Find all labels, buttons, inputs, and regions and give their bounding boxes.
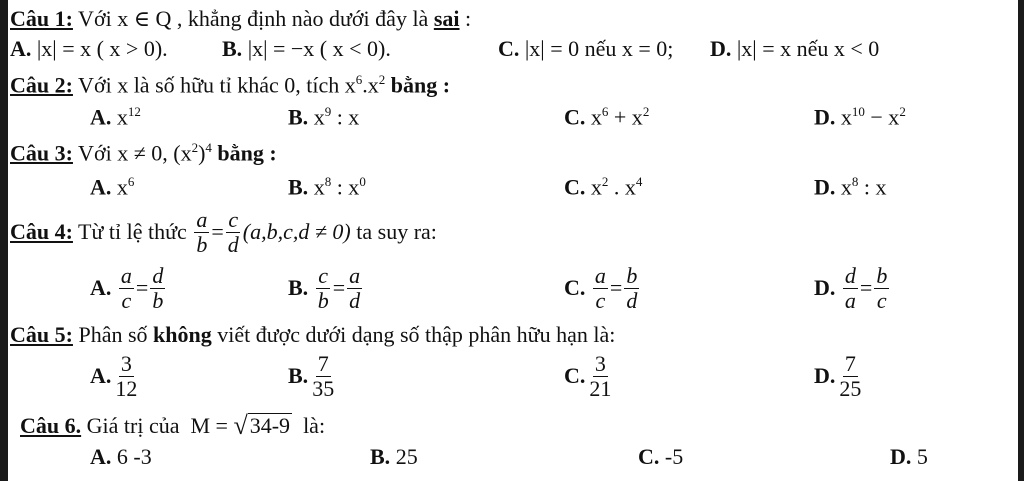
q3-option-c-letter: C. [564, 174, 586, 200]
q3-option-c-base: x [590, 174, 602, 200]
question-4-frac-2-den: d [227, 231, 239, 257]
q6-option-c[interactable] [638, 444, 683, 470]
q6-option-a-letter: A. [90, 444, 112, 469]
q2-option-d-exp2: 2 [899, 104, 906, 119]
question-1-colon: : [459, 6, 472, 31]
left-frame-edge [0, 0, 8, 481]
q4-option-a[interactable]: A. $\frac{a}{c}$ = $\frac{d}{b}$ [90, 262, 164, 313]
q6-option-d[interactable] [890, 444, 928, 470]
question-6-radicand: 34-9 [249, 413, 291, 438]
question-2-text-c: bằng : [385, 72, 451, 98]
worksheet [10, 0, 1016, 481]
question-3-text-a: Với x ≠ 0, (x [72, 140, 192, 166]
question-6-text-b: là: [292, 413, 326, 438]
q4-option-c-den-1: c [595, 287, 606, 313]
question-2-stem [10, 72, 1016, 98]
question-4-frac-1-num: a [196, 206, 208, 232]
q1-option-b-text: |x| = −x ( x < 0). [247, 36, 391, 61]
q3-option-b-letter: B. [288, 174, 309, 200]
q6-option-d-letter: D. [890, 444, 912, 469]
q6-option-d-text: 5 [911, 444, 928, 469]
question-4-label: Câu 4: [10, 219, 73, 244]
q3-option-b[interactable] [288, 174, 366, 200]
q3-option-d[interactable] [814, 174, 887, 200]
q2-option-c-exp: 6 [601, 104, 609, 119]
q5-option-c[interactable] [564, 350, 615, 402]
q1-option-d-letter: D. [710, 36, 732, 61]
q1-option-a-letter: A. [10, 36, 32, 61]
question-4-text-b: ta suy ra: [350, 219, 437, 244]
right-frame-edge [1018, 0, 1024, 481]
q5-option-d[interactable] [814, 350, 865, 402]
q2-option-c-exp2: 2 [642, 104, 650, 119]
q6-option-c-letter: C. [638, 444, 660, 469]
q4-option-d[interactable]: D. $\frac{d}{a}$ = $\frac{b}{c}$ [814, 262, 888, 313]
question-3-text-b: ) [198, 140, 206, 166]
q3-option-c-exp2: 4 [635, 174, 643, 189]
q3-option-d-letter: D. [814, 174, 836, 200]
question-4-options [10, 262, 1016, 314]
q2-option-b-rest: : x [331, 104, 360, 130]
q2-option-c-rest: + x [608, 104, 643, 130]
q4-option-c-den-2: d [626, 287, 638, 313]
question-1-stem [10, 6, 1016, 32]
question-5-label: Câu 5: [10, 322, 73, 347]
q2-option-b-letter: B. [288, 104, 309, 130]
question-3-label: Câu 3: [10, 140, 73, 166]
question-6-text-a: Giá trị của M = [81, 413, 234, 438]
question-6-stem [10, 410, 1016, 442]
q4-option-b-den-1: b [317, 287, 329, 313]
q2-option-b-base: x [313, 104, 325, 130]
question-4-frac-1-den: b [196, 231, 208, 257]
question-2-text-a: Với x là số hữu tỉ khác 0, tích x [72, 72, 356, 98]
q6-option-c-text: -5 [659, 444, 684, 469]
question-3-text-c: bằng : [211, 140, 277, 166]
q1-option-c-text: |x| = 0 nếu x = 0; [524, 36, 674, 61]
q5-option-b-den: 35 [312, 375, 335, 401]
question-3-inner-exp: 2 [191, 140, 199, 155]
question-5-text-a: Phân số [72, 322, 154, 347]
q4-option-c-num-2: b [626, 262, 638, 288]
q3-option-a-letter: A. [90, 174, 112, 200]
q5-option-d-letter: D. [814, 363, 836, 388]
q4-option-c-num-1: a [594, 262, 606, 288]
q4-option-a-letter: A. [90, 275, 112, 300]
q1-option-c-letter: C. [498, 36, 520, 61]
q3-option-c-exp: 2 [601, 174, 609, 189]
q6-option-b-text: 25 [390, 444, 418, 469]
q2-option-b-exp: 9 [324, 104, 332, 119]
q2-option-d-rest: − x [864, 104, 900, 130]
question-3-stem [10, 140, 1016, 166]
q2-option-a-exp: 12 [127, 104, 141, 119]
q1-option-a[interactable] [10, 36, 168, 62]
q1-option-d[interactable] [710, 36, 879, 62]
q4-option-b-num-1: c [318, 262, 329, 288]
q2-option-a-base: x [116, 104, 128, 130]
q4-option-c[interactable]: C. $\frac{a}{c}$ = $\frac{b}{d}$ [564, 262, 638, 313]
q6-option-b[interactable] [370, 444, 418, 470]
question-5-stem [10, 322, 1016, 348]
q5-option-c-den: 21 [589, 375, 612, 401]
q2-option-a[interactable] [90, 104, 141, 130]
q5-option-b[interactable] [288, 350, 338, 402]
q3-option-d-base: x [840, 174, 852, 200]
q5-option-b-letter: B. [288, 363, 309, 388]
q3-option-a-base: x [116, 174, 128, 200]
q4-option-d-letter: D. [814, 275, 836, 300]
q4-option-d-num-1: d [844, 262, 856, 288]
q5-option-a-num: 3 [120, 350, 132, 376]
q5-option-d-num: 7 [844, 350, 856, 376]
q4-option-a-den-1: c [121, 287, 132, 313]
q3-option-a[interactable] [90, 174, 134, 200]
question-2-exp-1: 6 [355, 72, 363, 87]
question-2-exp-2: 2 [378, 72, 386, 87]
question-2-text-b: .x [362, 72, 379, 98]
q6-option-a-text: 6 -3 [111, 444, 152, 469]
q2-option-b[interactable] [288, 104, 359, 130]
q5-option-c-letter: C. [564, 363, 586, 388]
q3-option-b-exp2: 0 [359, 174, 366, 189]
q5-option-b-num: 7 [317, 350, 329, 376]
q2-option-d-base: x [840, 104, 852, 130]
q1-option-c[interactable] [498, 36, 673, 62]
q4-option-c-letter: C. [564, 275, 586, 300]
q1-option-b-letter: B. [222, 36, 243, 61]
question-4-stem [10, 206, 1016, 258]
q5-option-a-den: 12 [115, 375, 138, 401]
q2-option-d[interactable] [814, 104, 906, 130]
question-1-label: Câu 1: [10, 6, 73, 31]
q3-option-d-exp: 8 [851, 174, 859, 189]
sqrt-symbol: √ [233, 411, 248, 440]
question-4-equals: = [211, 219, 224, 244]
question-5-keyword: không [153, 322, 212, 347]
q3-option-b-rest: : x [331, 174, 360, 200]
q1-option-d-text: |x| = x nếu x < 0 [736, 36, 880, 61]
question-4-fraction-1 [194, 206, 209, 257]
question-4-frac-2-num: c [228, 206, 239, 232]
question-4-condition: (a,b,c,d ≠ 0) [242, 219, 351, 244]
q2-option-c[interactable] [564, 104, 649, 130]
q2-option-a-letter: A. [90, 104, 112, 130]
question-5-text-b: viết được dưới dạng số thập phân hữu hạn là: [211, 322, 616, 347]
q5-option-c-num: 3 [594, 350, 606, 376]
q2-option-d-exp: 10 [851, 104, 865, 119]
q4-option-b-letter: B. [288, 275, 309, 300]
q6-option-a[interactable] [90, 444, 152, 470]
question-4-text-a: Từ tỉ lệ thức [72, 219, 193, 244]
q3-option-b-base: x [313, 174, 325, 200]
question-3-outer-exp: 4 [205, 140, 212, 155]
q2-option-d-letter: D. [814, 104, 836, 130]
question-6-sqrt [233, 413, 292, 439]
q1-option-a-text: |x| = x ( x > 0). [36, 36, 168, 61]
question-6-label: Câu 6. [20, 413, 82, 438]
q4-option-d-den-2: c [876, 287, 887, 313]
q4-option-a-den-2: b [152, 287, 164, 313]
q1-option-b[interactable] [222, 36, 391, 62]
q4-option-b-den-2: d [349, 287, 361, 313]
q4-option-d-den-1: a [844, 287, 856, 313]
question-2-label: Câu 2: [10, 72, 73, 98]
question-1-text: Với x ∈ Q , khẳng định nào dưới đây là [72, 6, 434, 31]
q3-option-b-exp: 8 [324, 174, 332, 189]
q5-option-a-letter: A. [90, 363, 112, 388]
q4-option-d-num-2: b [876, 262, 888, 288]
q3-option-a-exp: 6 [127, 174, 135, 189]
q4-option-a-num-1: a [120, 262, 132, 288]
q5-option-d-den: 25 [839, 375, 862, 401]
q2-option-c-base: x [590, 104, 602, 130]
q2-option-c-letter: C. [564, 104, 586, 130]
q3-option-d-rest: : x [858, 174, 887, 200]
q4-option-b-num-2: a [349, 262, 361, 288]
q4-option-b[interactable]: B. $\frac{c}{b}$ = $\frac{a}{d}$ [288, 262, 361, 313]
question-1-keyword: sai [433, 6, 460, 31]
question-5-options [10, 350, 1016, 402]
q3-option-c[interactable] [564, 174, 642, 200]
q4-option-a-num-2: d [152, 262, 164, 288]
question-4-fraction-2 [226, 206, 241, 257]
q3-option-c-rest: . x [608, 174, 636, 200]
q5-option-a[interactable] [90, 350, 141, 402]
q6-option-b-letter: B. [370, 444, 391, 469]
